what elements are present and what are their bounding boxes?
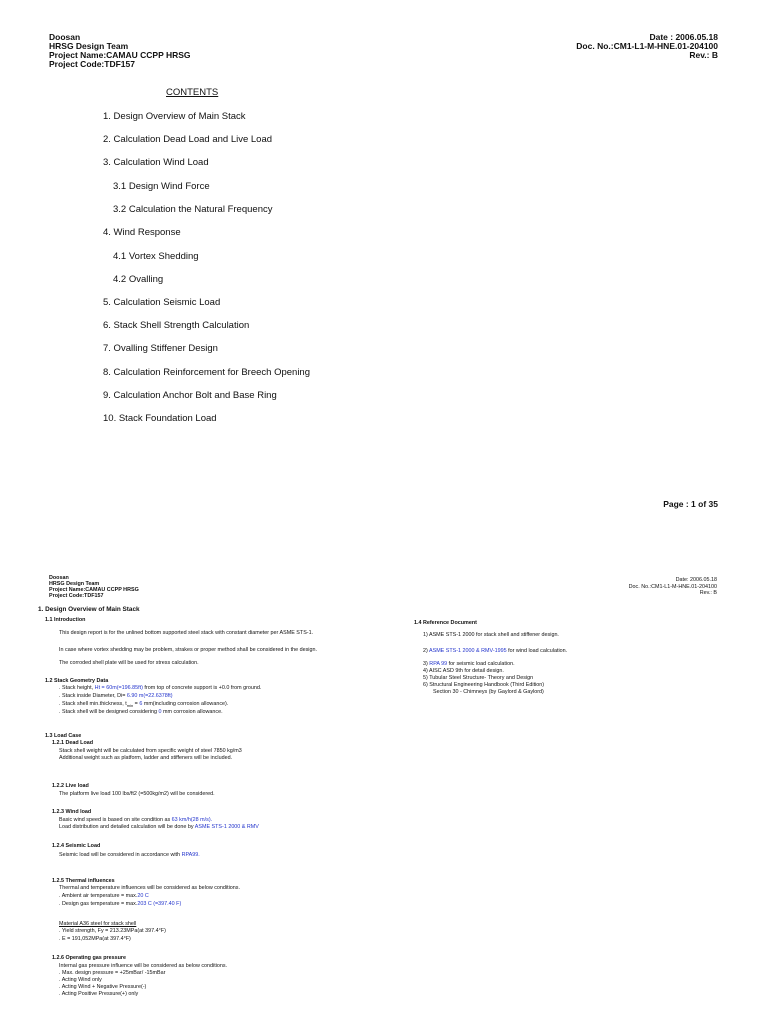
toc-item: 5. Calculation Seismic Load	[103, 297, 221, 308]
toc-item: 8. Calculation Reinforcement for Breech Opening	[103, 367, 311, 378]
intro-text: In case where vortex shedding may be problem, strakes or proper method shall be considered in the design.	[59, 647, 317, 653]
header-doc-no: Doc. No.:CM1-L1-M-HNE.01-204100	[576, 41, 718, 51]
thermal-text: Thermal and temperature influences will be considered as below conditions.	[59, 885, 240, 891]
toc-item: 1. Design Overview of Main Stack	[103, 111, 246, 122]
toc-item: 3.2 Calculation the Natural Frequency	[113, 204, 273, 215]
toc-item: 2. Calculation Dead Load and Live Load	[103, 134, 273, 145]
gas-pressure-text: . Max. design pressure = +25mBar/ -15mBar	[59, 970, 166, 976]
reference-item: 3) RPA 99 for seismic load calculation.	[423, 661, 515, 667]
toc-item: 9. Calculation Anchor Bolt and Base Ring	[103, 390, 277, 401]
thermal-heading: 1.2.5 Thermal influences	[52, 878, 115, 884]
header-rev: Rev.: B	[689, 50, 718, 60]
reference-heading: 1.4 Reference Document	[414, 620, 477, 626]
reference-item: 6) Structural Engineering Handbook (Third Edition)	[423, 682, 545, 688]
gas-pressure-text: . Acting Positive Pressure(+) only	[59, 991, 139, 997]
material-text: . E = 191,052MPa(at 397.4°F)	[59, 936, 131, 942]
contents-title: CONTENTS	[166, 87, 219, 98]
wind-load-text: Basic wind speed is based on site condition as 63 km/h(28 m/s).	[59, 817, 213, 823]
wind-load-heading: 1.2.3 Wind load	[52, 809, 92, 815]
material-text: . Yield strength, Fy = 213.23MPa(at 397.4°F)	[59, 928, 166, 934]
header-date: Date : 2006.05.18	[649, 32, 718, 42]
intro-text: The corroded shell plate will be used for stress calculation.	[59, 660, 199, 666]
page-number: Page : 1 of 35	[663, 499, 718, 509]
material-heading: Material A36 steel for stack shell	[59, 921, 137, 927]
intro-heading: 1.1 Introduction	[45, 617, 86, 623]
geometry-line: . Stack height, Ht = 60m(=196.85ft) from top of concrete support is +0.0 from ground.	[59, 685, 262, 691]
reference-item: 2) ASME STS-1 2000 & RMV-1995 for wind load calculation.	[423, 648, 568, 654]
live-load-heading: 1.2.2 Live load	[52, 783, 89, 789]
toc-item: 3. Calculation Wind Load	[103, 157, 209, 168]
dead-load-heading: 1.2.1 Dead Load	[52, 740, 94, 746]
geometry-heading: 1.2 Stack Geometry Data	[45, 678, 109, 684]
toc-item: 4.2 Ovalling	[113, 274, 164, 285]
toc-item: 4. Wind Response	[103, 227, 181, 238]
live-load-text: The platform live load 100 lbs/ft2 (=500kg/m2) will be considered.	[59, 791, 215, 797]
header-project-code: Project Code:TDF157	[49, 593, 104, 599]
thermal-text: . Design gas temperature = max.203 C (=397.40 F)	[59, 901, 182, 907]
header-project-code: Project Code:TDF157	[49, 59, 135, 69]
toc-item: 7. Ovalling Stiffener Design	[103, 343, 218, 354]
header-team: HRSG Design Team	[49, 581, 100, 587]
toc-item: 4.1 Vortex Shedding	[113, 251, 199, 262]
header-company: Doosan	[49, 575, 69, 581]
thermal-text: . Ambient air temperature = max.20 C	[59, 893, 149, 899]
wind-load-text: Load distribution and detailed calculation will be done by ASME STS-1 2000 & RMV	[59, 824, 259, 830]
gas-pressure-text: Internal gas pressure influence will be considered as below conditions.	[59, 963, 228, 969]
seismic-load-heading: 1.2.4 Seismic Load	[52, 843, 101, 849]
geometry-line: . Stack shell will be designed considering 0 mm corrosion allowance.	[59, 709, 223, 715]
header-rev: Rev.: B	[699, 590, 717, 596]
header-doc-no: Doc. No.:CM1-L1-M-HNE.01-204100	[628, 584, 717, 590]
load-case-heading: 1.3 Load Case	[45, 733, 82, 739]
reference-item: Section 30 - Chimneys (by Gaylord & Gaylord)	[433, 689, 544, 695]
header-team: HRSG Design Team	[49, 41, 129, 51]
dead-load-text: Stack shell weight will be calculated from specific weight of steel 7850 kg/m3	[59, 748, 242, 754]
gas-pressure-heading: 1.2.6 Operating gas pressure	[52, 955, 127, 961]
intro-text: This design report is for the unlined bottom supported steel stack with constant diameter per ASME STS-1.	[59, 630, 314, 636]
toc-item: 3.1 Design Wind Force	[113, 181, 210, 192]
gas-pressure-text: . Acting Wind + Negative Pressure(-)	[59, 984, 147, 990]
header-project-name: Project Name:CAMAU CCPP HRSG	[49, 587, 139, 593]
gas-pressure-text: . Acting Wind only	[59, 977, 102, 983]
seismic-load-text: Seismic load will be considered in accordance with RPA99.	[59, 852, 200, 858]
reference-item: 5) Tubular Steel Structure- Theory and Design	[423, 675, 534, 681]
header-date: Date: 2006.05.18	[675, 577, 717, 583]
geometry-line: . Stack inside Diameter, Di= 6.90 m(=22.6378ft)	[59, 693, 173, 699]
toc-item: 10. Stack Foundation Load	[103, 413, 217, 424]
reference-item: 4) AISC ASD 9th for detail design.	[423, 668, 504, 674]
reference-item: 1) ASME STS-1 2000 for stack shell and stiffener design.	[423, 632, 559, 638]
header-project-name: Project Name:CAMAU CCPP HRSG	[49, 50, 191, 60]
dead-load-text: Additional weight such as platform, ladder and stiffeners will be included.	[59, 755, 233, 761]
header-company: Doosan	[49, 32, 81, 42]
toc-item: 6. Stack Shell Strength Calculation	[103, 320, 250, 331]
geometry-line: . Stack shell min.thickness, $t_{min} = 6$ mm(including corrosion allowance).	[59, 701, 229, 709]
section-title: 1. Design Overview of Main Stack	[38, 606, 140, 613]
